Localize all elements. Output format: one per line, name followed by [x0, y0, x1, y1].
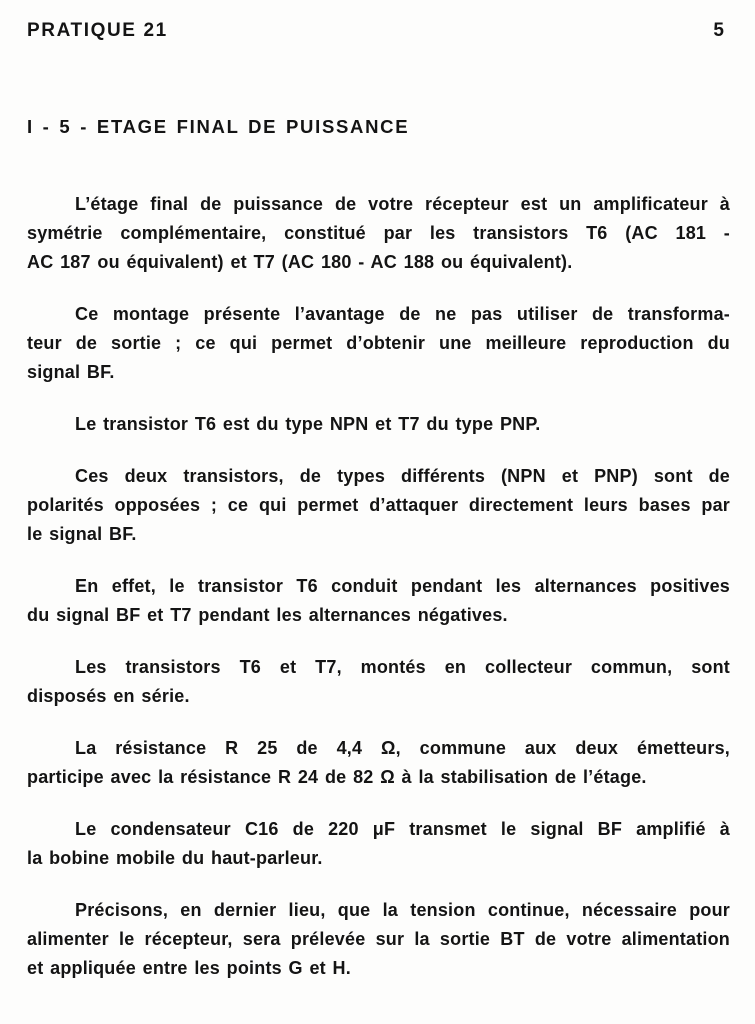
text-line: Le condensateur C16 de 220 μF transmet le signal BF amplifié à [75, 819, 730, 839]
paragraph [27, 462, 730, 549]
page-number: 5 [713, 20, 724, 41]
text-line: Le transistor T6 est du type NPN et T7 du type PNP. [75, 414, 541, 434]
document-body [27, 190, 730, 983]
text-line: du signal BF et T7 pendant les alternances négatives. [27, 605, 508, 625]
paragraph [27, 190, 730, 277]
text-line: Ce montage présente l’avantage de ne pas utiliser de transforma- [75, 304, 730, 324]
paragraph [27, 300, 730, 387]
paragraph [27, 572, 730, 630]
text-line: AC 187 ou équivalent) et T7 (AC 180 - AC 188 ou équivalent). [27, 252, 573, 272]
text-line: Ces deux transistors, de types différents (NPN et PNP) sont de [75, 466, 730, 486]
text-line: La résistance R 25 de 4,4 Ω, commune aux deux émetteurs, [75, 738, 730, 758]
text-line: En effet, le transistor T6 conduit pendant les alternances positives [75, 576, 730, 596]
text-line: L’étage final de puissance de votre récepteur est un amplificateur à [75, 194, 730, 214]
paragraph [27, 734, 730, 792]
text-line: Précisons, en dernier lieu, que la tension continue, nécessaire pour [75, 900, 730, 920]
text-line: et appliquée entre les points G et H. [27, 958, 351, 978]
text-line: participe avec la résistance R 24 de 82 Ω à la stabilisation de l’étage. [27, 767, 647, 787]
text-line: signal BF. [27, 362, 115, 382]
paragraph [27, 896, 730, 983]
text-line: disposés en série. [27, 686, 190, 706]
text-line: Les transistors T6 et T7, montés en collecteur commun, sont [75, 657, 730, 677]
text-line: la bobine mobile du haut-parleur. [27, 848, 323, 868]
header-title: PRATIQUE 21 [27, 20, 168, 41]
paragraph [27, 815, 730, 873]
text-line: le signal BF. [27, 524, 137, 544]
text-line: teur de sortie ; ce qui permet d’obtenir une meilleure reproduction du [27, 333, 730, 353]
paragraph [27, 653, 730, 711]
text-line: polarités opposées ; ce qui permet d’attaquer directement leurs bases par [27, 495, 730, 515]
text-line: alimenter le récepteur, sera prélevée sur la sortie BT de votre alimentation [27, 929, 730, 949]
section-heading: I - 5 - ETAGE FINAL DE PUISSANCE [27, 116, 410, 137]
page-header [27, 20, 730, 42]
text-line: symétrie complémentaire, constitué par les transistors T6 (AC 181 - [27, 223, 730, 243]
paragraph [27, 410, 730, 439]
